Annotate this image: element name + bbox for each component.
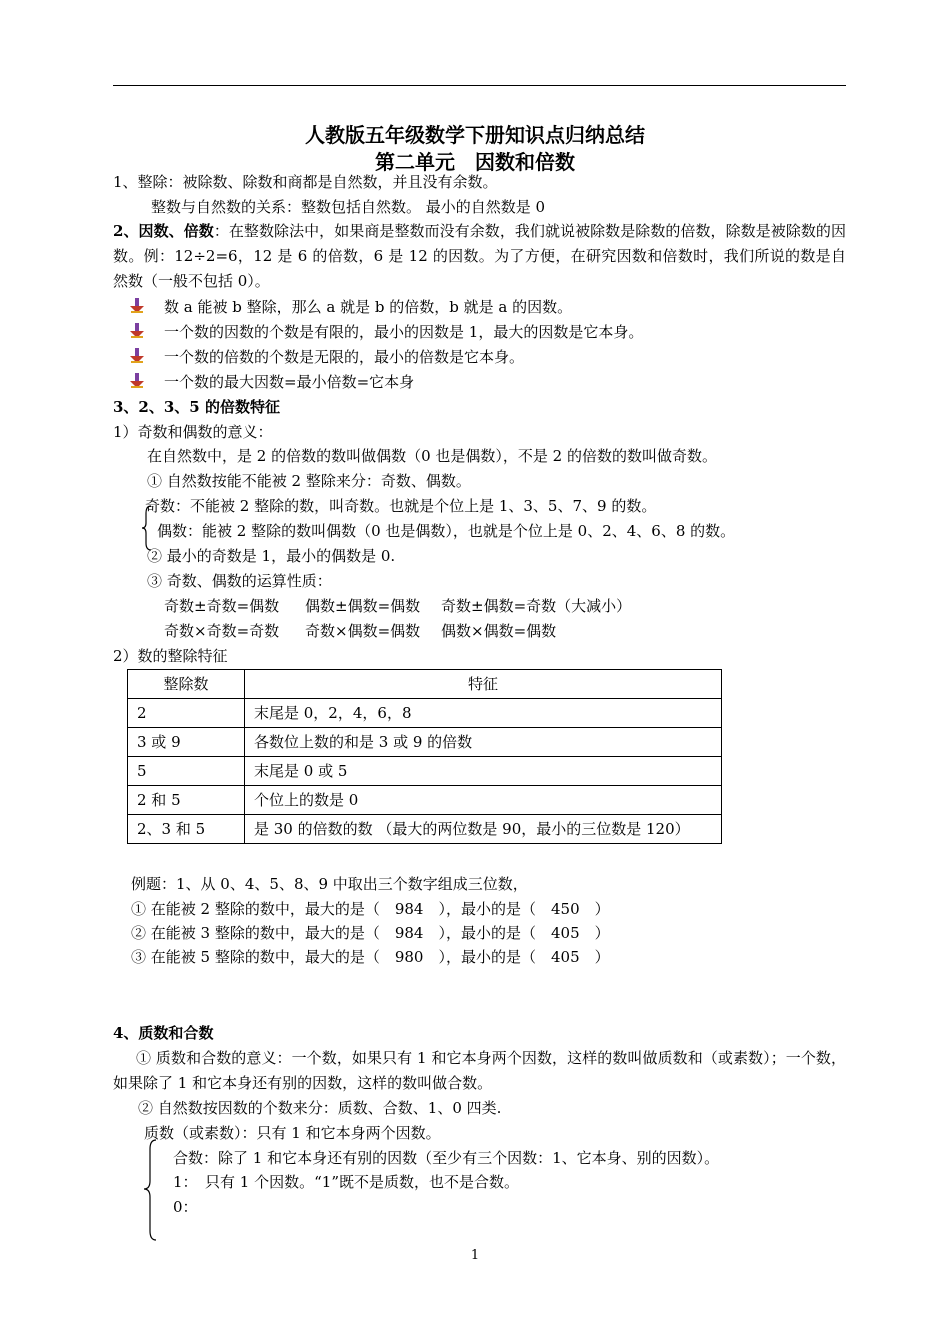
op-row1-c: 奇数±偶数=奇数（大减小） (441, 597, 632, 615)
s2-bullet-1: 数 a 能被 b 整除，那么 a 就是 b 的倍数，b 就是 a 的因数。 (164, 298, 573, 316)
s2-bullet-3: 一个数的倍数的个数是无限的，最小的倍数是它本身。 (164, 348, 525, 366)
s2-bullet-4: 一个数的最大因数=最小倍数=它本身 (164, 373, 415, 391)
s4-paragraph-2: ② 自然数按因数的个数来分：质数、合数、1、0 四类. (138, 1099, 502, 1117)
op-row1-b: 偶数±偶数=偶数 (305, 597, 421, 615)
example-item-3: ③ 在能被 5 整除的数中，最大的是（ 980 ），最小的是（ 405 ） (131, 948, 610, 966)
brace-icon (141, 505, 153, 551)
bullet-arrow-icon (129, 348, 145, 364)
op-row2-c: 偶数×偶数=偶数 (441, 622, 557, 640)
s3-odd-def: 奇数：不能被 2 整除的数，叫奇数。也就是个位上是 1、3、5、7、9 的数。 (145, 497, 657, 515)
s4-prime-def: 质数（或素数）：只有 1 和它本身两个因数。 (144, 1124, 441, 1142)
s3-sub2: 2）数的整除特征 (113, 647, 228, 665)
table-row (128, 815, 722, 844)
page-number: 1 (470, 1248, 480, 1263)
table-cell: 各数位上数的和是 3 或 9 的倍数 (245, 728, 722, 757)
brace-icon (142, 1139, 158, 1241)
table-header-cell: 特征 (245, 670, 722, 699)
table-row (128, 699, 722, 728)
example-intro: 例题：1、从 0、4、5、8、9 中取出三个数字组成三位数， (131, 875, 528, 893)
table-row (128, 786, 722, 815)
bullet-arrow-icon (129, 373, 145, 389)
s4-heading: 4、质数和合数 (113, 1024, 214, 1042)
s2-text: ：在整数除法中，如果商是整数而没有余数，我们就说被除数是除数的倍数，除数是被除数的因数。例：12÷2=6，12 是 6 的倍数，6 是 12 的因数。为了方便，在研究因数和倍数时，我们所说的数是自然数（一般不包括 0）。 (113, 222, 846, 290)
s3-heading: 3、2、3、5 的倍数特征 (113, 398, 280, 416)
table-cell: 2 和 5 (128, 786, 245, 815)
bullet-arrow-icon (129, 298, 145, 314)
table-cell: 个位上的数是 0 (245, 786, 722, 815)
s3-even-def: 偶数：能被 2 整除的数叫偶数（0 也是偶数），也就是个位上是 0、2、4、6、8 的数。 (157, 522, 736, 540)
s2-heading: 2、因数、倍数 (113, 222, 214, 240)
s4-one-def: 1： 只有 1 个因数。“1”既不是质数，也不是合数。 (173, 1173, 520, 1191)
table-header-cell: 整除数 (128, 670, 245, 699)
op-row1-a: 奇数±奇数=偶数 (164, 597, 280, 615)
bullet-arrow-icon (129, 323, 145, 339)
s3-line1: 在自然数中，是 2 的倍数的数叫做偶数（0 也是偶数），不是 2 的倍数的数叫做奇数。 (147, 447, 717, 465)
s4-composite-def: 合数：除了 1 和它本身还有别的因数（至少有三个因数：1、它本身、别的因数）。 (173, 1149, 720, 1167)
table-cell: 末尾是 0，2，4，6，8 (245, 699, 722, 728)
document-title: 人教版五年级数学下册知识点归纳总结 (305, 123, 645, 147)
s3-line6: ③ 奇数、偶数的运算性质： (147, 572, 332, 590)
op-row2-b: 奇数×偶数=偶数 (305, 622, 421, 640)
unit-title: 第二单元 因数和倍数 (375, 150, 575, 174)
s2-bullet-2: 一个数的因数的个数是有限的，最小的因数是 1，最大的因数是它本身。 (164, 323, 644, 341)
table-cell: 2、3 和 5 (128, 815, 245, 844)
table-row (128, 757, 722, 786)
s4-zero-def: 0： (173, 1198, 198, 1216)
s1-line1: 1、整除：被除数、除数和商都是自然数，并且没有余数。 (113, 173, 498, 191)
table-header-row (128, 670, 722, 699)
op-row2-a: 奇数×奇数=奇数 (164, 622, 280, 640)
s3-sub1: 1）奇数和偶数的意义： (113, 423, 273, 441)
table-cell: 2 (128, 699, 245, 728)
s3-line2: ① 自然数按能不能被 2 整除来分：奇数、偶数。 (147, 472, 471, 490)
divisibility-table (127, 669, 722, 844)
s1-line2: 整数与自然数的关系：整数包括自然数。 最小的自然数是 0 (151, 198, 546, 216)
s4-paragraph-1: ① 质数和合数的意义：一个数，如果只有 1 和它本身两个因数，这样的数叫做质数和（或素数）；一个数，如果除了 1 和它本身还有别的因数，这样的数叫做合数。 (113, 1049, 846, 1092)
table-cell: 末尾是 0 或 5 (245, 757, 722, 786)
header-rule (113, 85, 846, 86)
table-row (128, 728, 722, 757)
table-cell: 是 30 的倍数的数 （最大的两位数是 90，最小的三位数是 120） (245, 815, 722, 844)
table-cell: 3 或 9 (128, 728, 245, 757)
example-item-2: ② 在能被 3 整除的数中，最大的是（ 984 ），最小的是（ 405 ） (131, 924, 610, 942)
example-item-1: ① 在能被 2 整除的数中，最大的是（ 984 ），最小的是（ 450 ） (131, 900, 610, 918)
s2-paragraph (113, 219, 846, 294)
table-cell: 5 (128, 757, 245, 786)
s3-line5: ② 最小的奇数是 1，最小的偶数是 0. (147, 547, 396, 565)
